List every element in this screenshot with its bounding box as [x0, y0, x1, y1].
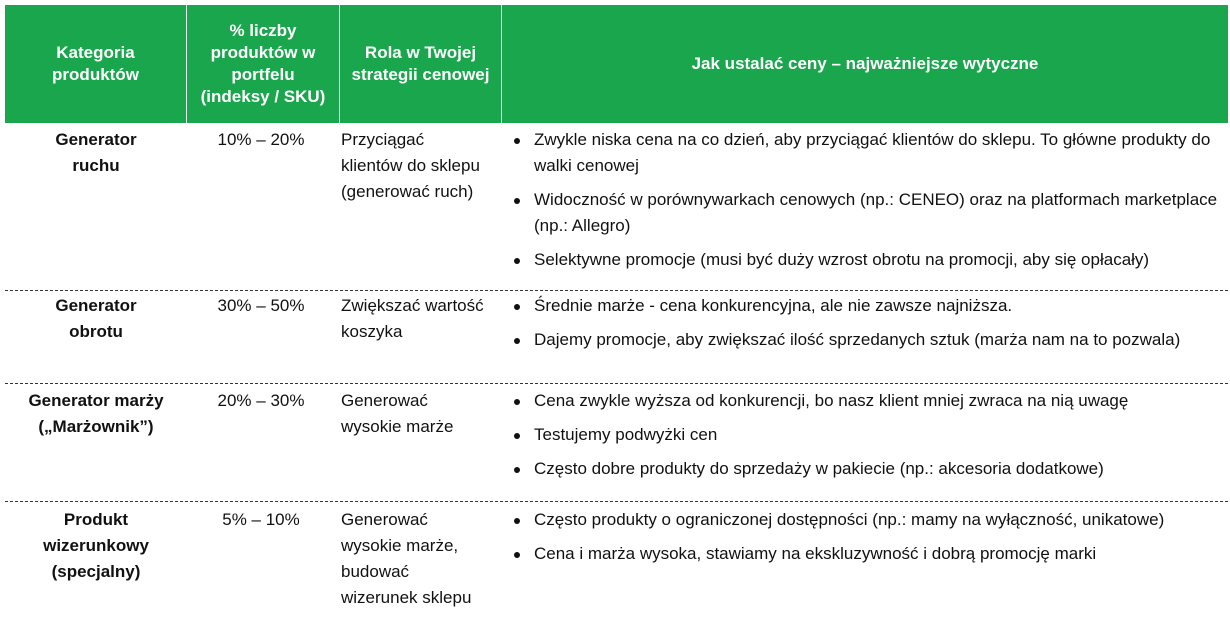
header-percent [187, 5, 339, 123]
bullet-icon [514, 467, 520, 473]
list-item [512, 293, 1226, 319]
bullet-icon [514, 198, 520, 204]
guideline-text: Często dobre produkty do sprzedaży w pakiecie (np.: akcesoria dodatkowe) [534, 459, 1104, 478]
guideline-text: Często produkty o ograniczonej dostępności (np.: mamy na wyłączność, unikatowe) [534, 510, 1165, 529]
header-guidelines [502, 5, 1228, 123]
list-item [512, 388, 1226, 414]
guideline-text: Selektywne promocje (musi być duży wzrost obrotu na promocji, aby się opłacały) [534, 250, 1150, 269]
category-cell: Generator obrotu [55, 296, 137, 341]
role-cell: Generować wysokie marże, budować wizerunek sklepu [341, 510, 472, 607]
list-item [512, 127, 1226, 179]
list-item [512, 541, 1226, 567]
guideline-text: Widoczność w porównywarkach cenowych (np.: CENEO) oraz na platformach marketplace (np.: Allegro) [534, 190, 1218, 235]
bullet-icon [514, 518, 520, 524]
role-cell: Zwiększać wartość koszyka [341, 296, 484, 341]
guideline-text: Testujemy podwyżki cen [534, 425, 718, 444]
bullet-icon [514, 399, 520, 405]
bullet-icon [514, 304, 520, 310]
bullet-icon [514, 258, 520, 264]
list-item [512, 422, 1226, 448]
header-category-label: Kategoria produktów [52, 43, 139, 84]
table-header [5, 5, 1228, 123]
guideline-text: Dajemy promocje, aby zwiększać ilość sprzedanych sztuk (marża nam na to pozwala) [534, 330, 1181, 349]
row-divider [5, 383, 1228, 384]
percent-cell: 20% – 30% [217, 391, 305, 410]
guidelines-list [512, 507, 1226, 575]
bullet-icon [514, 433, 520, 439]
bullet-icon [514, 338, 520, 344]
list-item [512, 327, 1226, 353]
role-cell: Przyciągać klientów do sklepu (generować ruch) [341, 130, 480, 201]
guideline-text: Cena i marża wysoka, stawiamy na ekskluzywność i dobrą promocję marki [534, 544, 1097, 563]
percent-cell: 30% – 50% [217, 296, 305, 315]
category-cell: Produkt wizerunkowy (specjalny) [43, 510, 149, 581]
guideline-text: Średnie marże - cena konkurencyjna, ale nie zawsze najniższa. [534, 296, 1013, 315]
header-category [5, 5, 186, 123]
category-cell: Generator ruchu [55, 130, 137, 175]
bullet-icon [514, 138, 520, 144]
guidelines-list [512, 127, 1226, 281]
percent-cell: 10% – 20% [217, 130, 305, 149]
header-percent-label: % liczby produktów w portfelu (indeksy / SKU) [200, 21, 326, 106]
list-item [512, 247, 1226, 273]
header-role-label: Rola w Twojej strategii cenowej [351, 43, 490, 84]
guidelines-list [512, 388, 1226, 490]
list-item [512, 187, 1226, 239]
row-divider [5, 290, 1228, 291]
row-divider [5, 501, 1228, 502]
guidelines-list [512, 293, 1226, 361]
header-guidelines-label: Jak ustalać ceny – najważniejsze wytyczne [691, 54, 1039, 73]
guideline-text: Cena zwykle wyższa od konkurencji, bo nasz klient mniej zwraca na nią uwagę [534, 391, 1129, 410]
list-item [512, 456, 1226, 482]
bullet-icon [514, 552, 520, 558]
header-role [340, 5, 501, 123]
guideline-text: Zwykle niska cena na co dzień, aby przyciągać klientów do sklepu. To główne produkty do walki cenowej [534, 130, 1211, 175]
list-item [512, 507, 1226, 533]
role-cell: Generować wysokie marże [341, 391, 454, 436]
percent-cell: 5% – 10% [222, 510, 300, 529]
category-cell: Generator marży („Marżownik”) [28, 391, 164, 436]
